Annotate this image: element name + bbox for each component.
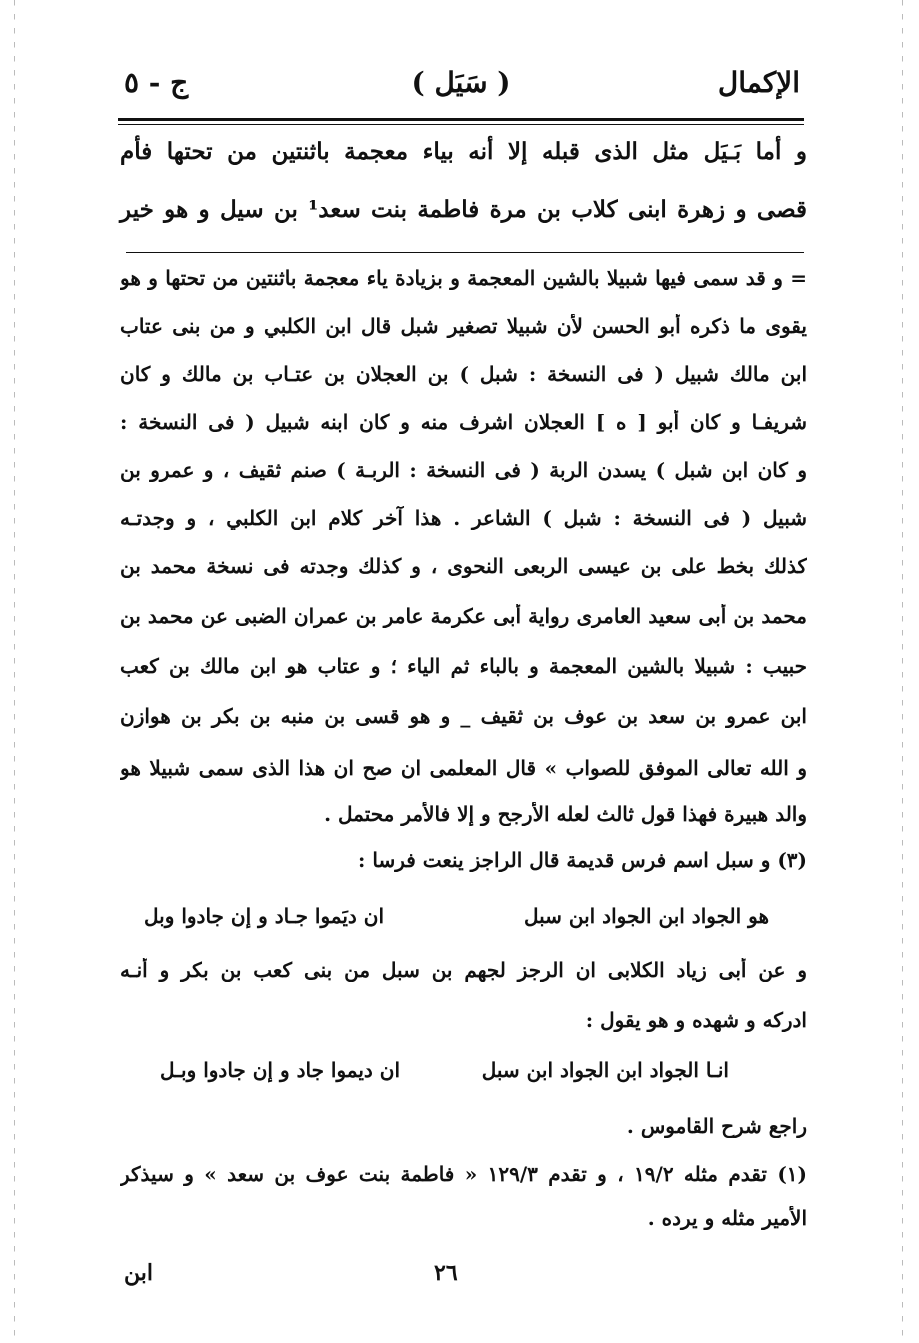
footnote-line: و الله تعالى الموفق للصواب » قال المعلمى ان صح ان هذا الذى سمى شبيلا هو [120, 756, 807, 780]
footnote-line: يقوى ما ذكره أبو الحسن لأن شبيلا تصغير شبل قال ابن الكلبي و من بنى عتاب [120, 314, 807, 338]
footnote-line: كذلك بخط على بن عيسى الربعى النحوى ، و كذلك وجدته فى نسخة محمد بن [120, 554, 807, 578]
page-number: ٢٦ [434, 1260, 458, 1286]
note-line: الأمير مثله و يرده . [647, 1206, 807, 1230]
verse-2-hemistich-a: انـا الجواد ابن الجواد ابن سبل [481, 1058, 729, 1082]
footnote-line: ابن مالك شبيل ( فى النسخة : شبل ) بن العجلان بن عتـاب بن مالك و كان [120, 362, 807, 386]
header-rule-thick [118, 118, 804, 121]
catchword: ابن [124, 1260, 153, 1286]
footnote-line: شريفـا و كان أبو [ ه ] العجلان اشرف منه و كان ابنه شبيل ( فى النسخة : [120, 410, 807, 434]
footnote-line: و عن أبى زياد الكلابى ان الرجز لجهم بن سبل من بنى كعب بن بكر و أنـه [120, 958, 807, 982]
entry-word: ( سَيَل ) [411, 66, 511, 99]
margin-dotted-line-left [14, 0, 15, 1343]
verse-1-hemistich-b: ان ديَموا جـاد و إن جادوا وبل [144, 904, 385, 928]
note-line: (١) تقدم مثله ١٩/٢ ، و تقدم ١٢٩/٣ « فاطمة بنت عوف بن سعد » و سيذكر [120, 1162, 807, 1186]
main-text-line: قصى و زهرة ابنى كلاب بن مرة فاطمة بنت سعد¹ بن سيل و هو خير [120, 196, 808, 223]
footnote-line: شبيل ( فى النسخة : شبل ) الشاعر . هذا آخر كلام ابن الكلبي ، و وجدتـه [120, 506, 807, 530]
volume-label: ج - ٥ [124, 66, 189, 99]
footnote-line: (٣) و سبل اسم فرس قديمة قال الراجز ينعت فرسا : [358, 848, 807, 872]
footnote-line: = و قد سمى فيها شبيلا بالشين المعجمة و بزيادة ياء معجمة باثنتين من تحتها و هو [120, 266, 807, 290]
footnote-separator [126, 252, 804, 253]
page-header [118, 62, 804, 110]
margin-dotted-line-right [902, 0, 903, 1343]
header-rule-thin [118, 124, 804, 125]
footnote-line: ابن عمرو بن سعد بن عوف بن ثقيف _ و هو قسى بن منبه بن بكر بن هوازن [120, 704, 807, 728]
book-title: الإكمال [717, 66, 800, 99]
verse-2-hemistich-b: ان ديموا جاد و إن جادوا وبـل [160, 1058, 401, 1082]
footnote-line: ادركه و شهده و هو يقول : [585, 1008, 807, 1032]
footnote-line: والد هبيرة فهذا قول ثالث لعله الأرجح و إلا فالأمر محتمل . [324, 802, 807, 826]
closing-line: راجع شرح القاموس . [626, 1114, 807, 1138]
main-text-line: و أما بَـيَل مثل الذى قبله إلا أنه بياء معجمة باثنتين من تحتها فأم [120, 138, 807, 165]
footnote-line: حبيب : شبيلا بالشين المعجمة و بالباء ثم الياء ؛ و عتاب هو ابن مالك بن كعب [120, 654, 807, 678]
verse-1-hemistich-a: هو الجواد ابن الجواد ابن سبل [523, 904, 769, 928]
footnote-line: و كان ابن شبل ) يسدن الربة ( فى النسخة : الربـة ) صنم ثقيف ، و عمرو بن [120, 458, 807, 482]
footnote-line: محمد بن أبى سعيد العامرى رواية أبى عكرمة عامر بن عمران الضبى عن محمد بن [120, 604, 807, 628]
